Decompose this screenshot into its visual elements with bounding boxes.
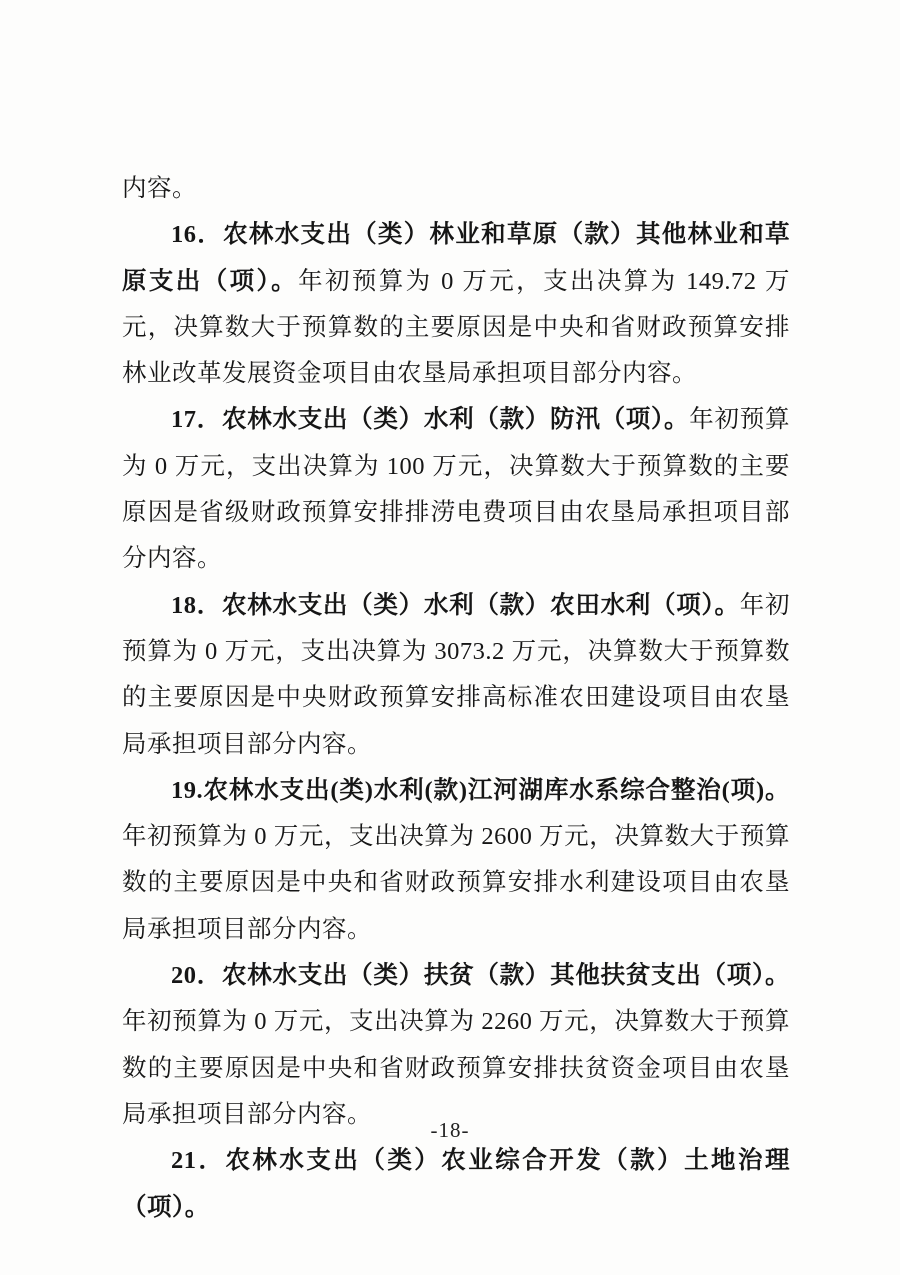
document-body bbox=[122, 166, 790, 1231]
paragraph-18-body: 年初预算为 0 万元，支出决算为 3073.2 万元，决算数大于预算数的主要原因是中央财政预算安排高标准农田建设项目由农垦局承担项目部分内容。 bbox=[122, 591, 791, 758]
paragraph-20-heading: 20．农林水支出（类）扶贫（款）其他扶贫支出（项）。 bbox=[171, 962, 790, 990]
paragraph-18-heading: 18．农林水支出（类）水利（款）农田水利（项）。 bbox=[171, 591, 740, 619]
paragraph-16-heading: 16．农林水支出（类）林业和草原（款）其他林业和草原支出（项）。 bbox=[122, 221, 790, 295]
paragraph-20-body: 年初预算为 0 万元，支出决算为 2260 万元，决算数大于预算数的主要原因是中央和省财政预算安排扶贫资金项目由农垦局承担项目部分内容。 bbox=[122, 1008, 790, 1128]
paragraph-20 bbox=[122, 953, 790, 1138]
paragraph-continuation: 内容。 bbox=[122, 175, 197, 202]
paragraph-17 bbox=[122, 397, 790, 582]
paragraph-19-body: 年初预算为 0 万元，支出决算为 2600 万元，决算数大于预算数的主要原因是中央和省财政预算安排水利建设项目由农垦局承担项目部分内容。 bbox=[122, 823, 790, 943]
page-number: -18- bbox=[430, 1118, 470, 1142]
paragraph-21-heading: 21．农林水支出（类）农业综合开发（款）土地治理（项）。 bbox=[122, 1147, 790, 1221]
paragraph-18 bbox=[122, 583, 790, 768]
paragraph-21 bbox=[122, 1138, 790, 1231]
paragraph-19 bbox=[122, 768, 790, 953]
paragraph-19-heading: 19.农林水支出(类)水利(款)江河湖库水系综合整治(项)。 bbox=[171, 776, 790, 804]
paragraph-17-heading: 17．农林水支出（类）水利（款）防汛（项）。 bbox=[171, 406, 690, 434]
paragraph-16-body: 年初预算为 0 万元，支出决算为 149.72 万元，决算数大于预算数的主要原因是中央和省财政预算安排林业改革发展资金项目由农垦局承担项目部分内容。 bbox=[122, 267, 791, 388]
paragraph-17-body: 年初预算为 0 万元，支出决算为 100 万元，决算数大于预算数的主要原因是省级财政预算安排排涝电费项目由农垦局承担项目部分内容。 bbox=[122, 406, 790, 573]
paragraph-16 bbox=[122, 212, 790, 397]
